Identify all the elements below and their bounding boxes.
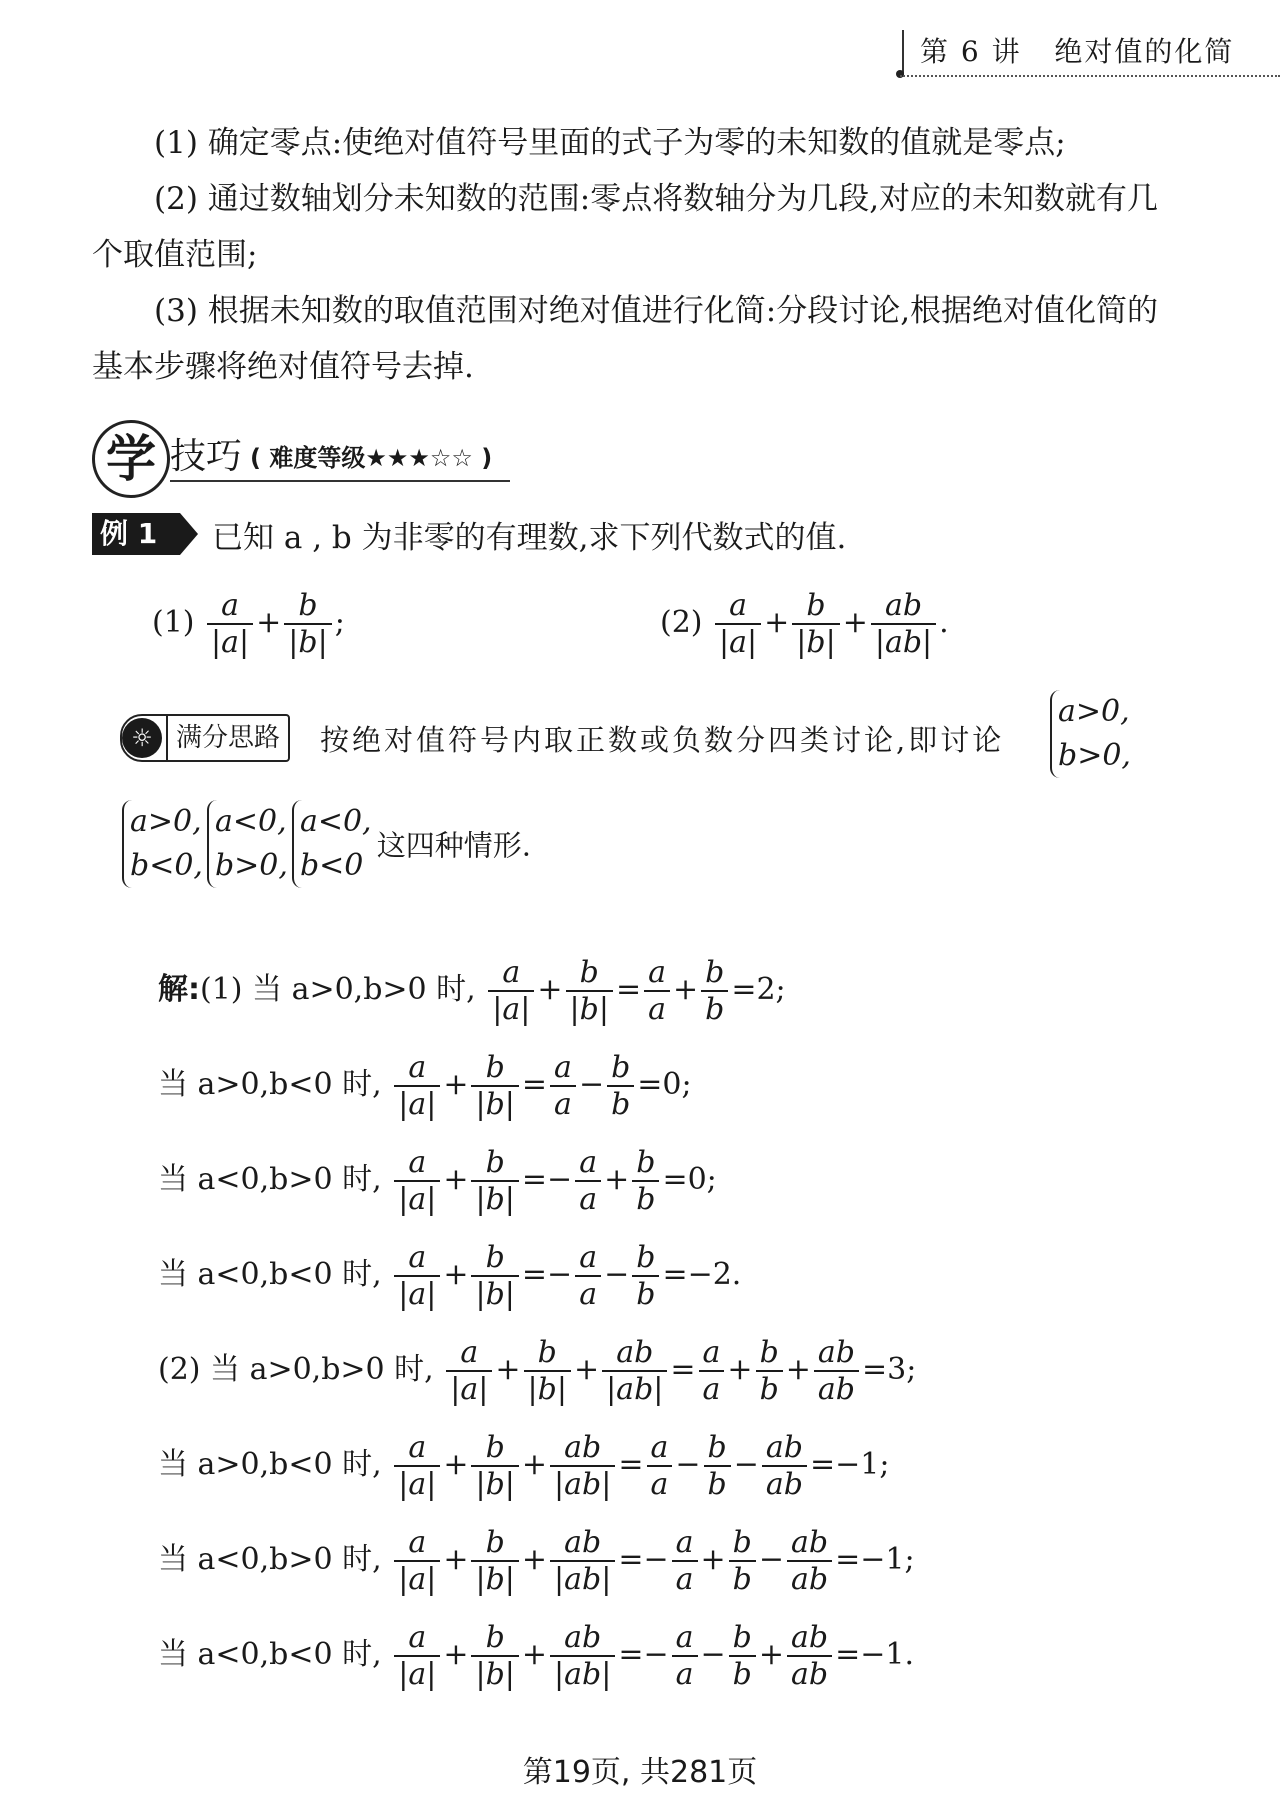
section-icon: 学: [92, 420, 170, 498]
hint-label: 满分思路: [166, 716, 288, 760]
header-divider: [902, 30, 904, 75]
page-footer: 第19页, 共281页: [522, 1755, 758, 1790]
hint-badge: [120, 714, 290, 762]
part-2-label: (2): [660, 605, 703, 640]
row-2-cond: 当 a>0,b<0 时,: [158, 1067, 382, 1102]
section-title: [92, 420, 512, 490]
header-rule: [900, 75, 1280, 77]
example-question: 已知 a , b 为非零的有理数,求下列代数式的值.: [212, 520, 847, 556]
hint-text: 按绝对值符号内取正数或负数分四类讨论,即讨论: [320, 723, 1005, 757]
row-6-result: =−1;: [809, 1447, 890, 1482]
solution-row-4: 当 a<0,b<0 时, $\frac{a}{|a|}$ + $\frac{b}{|b|}$ =− $\frac{a}{a}$ − $\frac{b}{b}$ =−2.: [158, 1240, 742, 1312]
chapter-header: [920, 30, 1234, 70]
row-8-cond: 当 a<0,b<0 时,: [158, 1637, 382, 1672]
row-1-result: =2;: [731, 972, 786, 1007]
row-7-cond: 当 a<0,b>0 时,: [158, 1542, 382, 1577]
hint-tail: 这四种情形.: [376, 828, 531, 863]
row-3-result: =0;: [662, 1162, 717, 1197]
row-5-result: =3;: [862, 1352, 917, 1387]
example-label: 例 1: [92, 513, 180, 555]
solution-row-6: 当 a>0,b<0 时, $\frac{a}{|a|}$ + $\frac{b}{|b|}$ + $\frac{ab}{|ab|}$ = $\frac{a}{a}$ − $\frac{b}{b}$ − $\frac{ab}{ab}$ =−1;: [158, 1430, 890, 1502]
section-underline: [170, 480, 510, 482]
chapter-title: 绝对值的化简: [1054, 35, 1235, 68]
lightbulb-icon: ☼: [122, 718, 162, 758]
row-4-cond: 当 a<0,b<0 时,: [158, 1257, 382, 1292]
step-3: (3) 根据未知数的取值范围对绝对值进行化简:分段讨论,根据绝对值化简的基本步骤将绝对值符号去掉.: [92, 293, 1159, 385]
section-word: 技巧: [170, 436, 243, 477]
row-3-cond: 当 a<0,b>0 时,: [158, 1162, 382, 1197]
hint-cases: a>0, b<0,a<0, b>0,a<0, b<0 这四种情形.: [118, 800, 531, 888]
row-4-result: =−2.: [662, 1257, 742, 1292]
row-5-cond: (2) 当 a>0,b>0 时,: [158, 1352, 434, 1387]
row-8-result: =−1.: [835, 1637, 915, 1672]
example-part-1: (1) $\frac{a}{|a|}$ + $\frac{b}{|b|}$ ;: [152, 588, 345, 660]
row-1-cond: (1) 当 a>0,b>0 时,: [200, 972, 476, 1007]
row-2-result: =0;: [637, 1067, 692, 1102]
solution-row-1: 解:(1) 当 a>0,b>0 时, $\frac{a}{|a|}$ + $\frac{b}{|b|}$ = $\frac{a}{a}$ + $\frac{b}{b}$ =2;: [158, 955, 786, 1027]
solution-row-5: (2) 当 a>0,b>0 时, $\frac{a}{|a|}$ + $\frac{b}{|b|}$ + $\frac{ab}{|ab|}$ = $\frac{a}{a}$ + $\frac{b}{b}$ + $\frac{ab}{ab}$ =3;: [158, 1335, 917, 1407]
hint-brace-1: a>0, b>0,: [1046, 690, 1131, 778]
example-part-2: (2) $\frac{a}{|a|}$ + $\frac{b}{|b|}$ + $\frac{ab}{|ab|}$ .: [660, 588, 949, 660]
row-6-cond: 当 a>0,b<0 时,: [158, 1447, 382, 1482]
solution-row-7: 当 a<0,b>0 时, $\frac{a}{|a|}$ + $\frac{b}{|b|}$ + $\frac{ab}{|ab|}$ =− $\frac{a}{a}$ + $\frac{b}{b}$ − $\frac{ab}{ab}$ =−1;: [158, 1525, 915, 1597]
solution-row-8: 当 a<0,b<0 时, $\frac{a}{|a|}$ + $\frac{b}{|b|}$ + $\frac{ab}{|ab|}$ =− $\frac{a}{a}$ − $\frac{b}{b}$ + $\frac{ab}{ab}$ =−1.: [158, 1620, 915, 1692]
difficulty-level: ( 难度等级★★★☆☆ ): [250, 444, 493, 472]
step-1: (1) 确定零点:使绝对值符号里面的式子为零的未知数的值就是零点;: [154, 125, 1066, 161]
solution-intro: 解:: [158, 972, 200, 1007]
step-2: (2) 通过数轴划分未知数的范围:零点将数轴分为几段,对应的未知数就有几个取值范围;: [92, 181, 1159, 273]
solution-row-2: 当 a>0,b<0 时, $\frac{a}{|a|}$ + $\frac{b}{|b|}$ = $\frac{a}{a}$ − $\frac{b}{b}$ =0;: [158, 1050, 692, 1122]
example-arrow-icon: [180, 513, 198, 555]
chapter-number: 第 6 讲: [920, 35, 1022, 68]
part-1-label: (1): [152, 605, 195, 640]
solution-row-3: 当 a<0,b>0 时, $\frac{a}{|a|}$ + $\frac{b}{|b|}$ =− $\frac{a}{a}$ + $\frac{b}{b}$ =0;: [158, 1145, 717, 1217]
row-7-result: =−1;: [835, 1542, 915, 1577]
